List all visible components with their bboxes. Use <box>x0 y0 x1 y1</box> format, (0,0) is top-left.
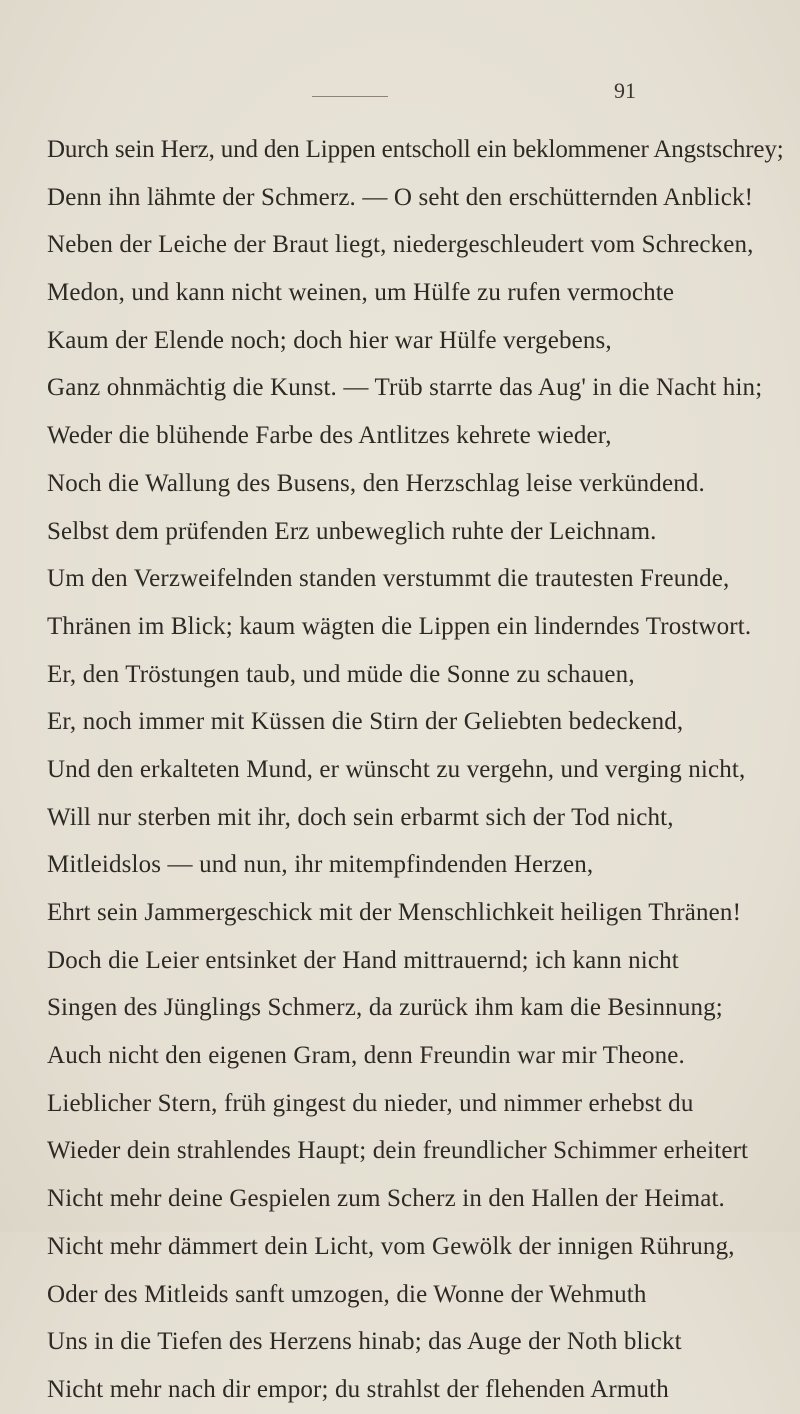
text-line: Ehrt sein Jammergeschick mit der Menschlichkeit heiligen Thränen! <box>47 899 742 926</box>
text-line: Uns in die Tiefen des Herzens hinab; das Auge der Noth blickt <box>47 1328 682 1356</box>
text-line: Selbst dem prüfenden Erz unbeweglich ruhte der Leichnam. <box>47 517 657 545</box>
text-line: Durch sein Herz, und den Lippen entscholl ein beklommener Angstschrey; <box>47 136 784 163</box>
page-number: 91 <box>614 78 636 103</box>
header-rule <box>312 96 388 97</box>
text-line: Oder des Mitleids sanft umzogen, die Wonne der Wehmuth <box>47 1280 647 1308</box>
text-line: Weder die blühende Farbe des Antlitzes kehrete wieder, <box>47 422 612 450</box>
text-line: Will nur sterben mit ihr, doch sein erbarmt sich der Tod nicht, <box>47 803 674 831</box>
text-line: Neben der Leiche der Braut liegt, niedergeschleudert vom Schrecken, <box>47 231 754 259</box>
text-line: Denn ihn lähmte der Schmerz. — O seht den erschütternden Anblick! <box>47 183 754 211</box>
text-line: Wieder dein strahlendes Haupt; dein freundlicher Schimmer erheitert <box>47 1137 749 1165</box>
text-line: Er, den Tröstungen taub, und müde die Sonne zu schauen, <box>47 660 635 688</box>
text-line: Nicht mehr deine Gespielen zum Scherz in den Hallen der Heimat. <box>47 1185 725 1213</box>
text-line: Noch die Wallung des Busens, den Herzschlag leise verkündend. <box>47 469 705 497</box>
text-line: Lieblicher Stern, früh gingest du nieder, und nimmer erhebst du <box>47 1089 694 1117</box>
text-line: Thränen im Blick; kaum wägten die Lippen ein linderndes Trostwort. <box>47 612 752 640</box>
text-line: Kaum der Elende noch; doch hier war Hülfe vergebens, <box>47 326 612 354</box>
text-line: Er, noch immer mit Küssen die Stirn der Geliebten bedeckend, <box>47 708 684 736</box>
text-line: Auch nicht den eigenen Gram, denn Freundin war mir Theone. <box>47 1042 685 1070</box>
text-line: Nicht mehr dämmert dein Licht, vom Gewölk der innigen Rührung, <box>47 1232 735 1260</box>
text-line: Doch die Leier entsinket der Hand mittrauernd; ich kann nicht <box>47 946 679 974</box>
text-line: Ganz ohnmächtig die Kunst. — Trüb starrte das Aug' in die Nacht hin; <box>47 374 763 402</box>
text-line: Medon, und kann nicht weinen, um Hülfe zu rufen vermochte <box>47 279 675 307</box>
text-line: Mitleidslos — und nun, ihr mitempfindenden Herzen, <box>47 851 594 879</box>
text-line: Und den erkalteten Mund, er wünscht zu vergehn, und verging nicht, <box>47 755 746 783</box>
poem-text <box>47 126 787 1414</box>
text-line: Nicht mehr nach dir empor; du strahlst der flehenden Armuth <box>47 1375 669 1403</box>
text-line: Um den Verzweifelnden standen verstummt die trautesten Freunde, <box>47 565 730 593</box>
text-line: Singen des Jünglings Schmerz, da zurück ihm kam die Besinnung; <box>47 994 723 1022</box>
